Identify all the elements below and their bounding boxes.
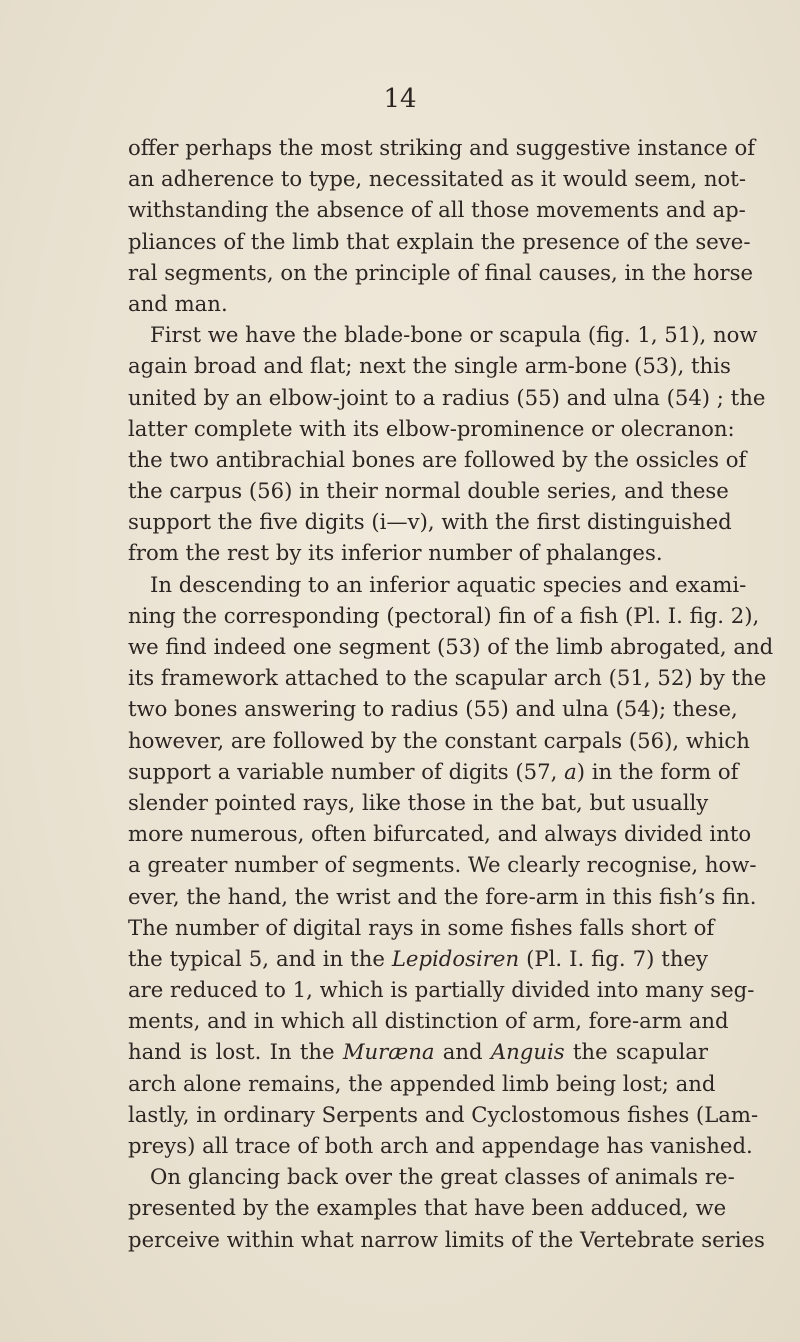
text-run: lastly, in ordinary Serpents and Cyclostomous fishes (Lam-	[128, 1101, 759, 1127]
text-run: (Pl. I. fig. 7) they	[519, 945, 708, 971]
text-line	[128, 756, 739, 787]
text-line	[128, 631, 774, 662]
text-line	[128, 1099, 759, 1130]
text-run: The number of digital rays in some fishes falls short of	[128, 914, 715, 940]
text-run: perceive within what narrow limits of the Vertebrate series	[128, 1226, 765, 1252]
text-run: united by an elbow-joint to a radius (55) and ulna (54) ; the	[128, 384, 766, 410]
text-line	[128, 132, 756, 163]
text-run: ral segments, on the principle of final causes, in the horse	[128, 259, 754, 285]
body-text	[128, 132, 774, 1255]
text-run: arch alone remains, the appended limb being lost; and	[128, 1070, 716, 1096]
text-line	[128, 194, 746, 225]
text-run: from the rest by its inferior number of phalanges.	[128, 540, 663, 566]
text-line	[128, 569, 747, 600]
text-run: the two antibrachial bones are followed by the ossicles of	[128, 446, 747, 472]
text-line	[128, 350, 731, 381]
text-run: offer perhaps the most striking and suggestive instance of	[128, 135, 756, 160]
text-run: First we have the blade-bone or scapula (fig. 1, 51), now	[150, 322, 758, 348]
text-run: support the five digits (i—v), with the first distinguished	[128, 509, 732, 535]
text-line	[128, 1068, 716, 1099]
text-line	[128, 943, 708, 974]
text-run: latter complete with its elbow-prominence or olecranon:	[128, 415, 735, 441]
text-run: hand is lost. In the	[128, 1039, 343, 1065]
text-run: two bones answering to radius (55) and ulna (54); these,	[128, 696, 738, 722]
text-run: In descending to an inferior aquatic species and exami-	[150, 571, 747, 597]
text-run: slender pointed rays, like those in the bat, but usually	[128, 789, 709, 815]
text-run: again broad and flat; next the single arm-bone (53), this	[128, 353, 731, 379]
text-line	[128, 163, 746, 194]
text-run: and	[434, 1039, 491, 1065]
text-line	[128, 257, 754, 288]
text-run: ments, and in which all distinction of arm, fore-arm and	[128, 1008, 729, 1034]
text-run: however, are followed by the constant carpals (56), which	[128, 727, 750, 753]
italic-text: Lepidosiren	[391, 945, 520, 971]
page-number: 14	[383, 84, 417, 114]
text-run: we find indeed one segment (53) of the limb abrogated, and	[128, 634, 774, 659]
text-run: ning the corresponding (pectoral) fin of a fish (Pl. I. fig. 2),	[128, 602, 760, 628]
text-run: pliances of the limb that explain the presence of the seve-	[128, 228, 751, 254]
text-line	[128, 413, 735, 444]
text-line	[128, 912, 715, 943]
text-line	[128, 974, 755, 1005]
text-line	[128, 600, 760, 631]
italic-text: Anguis	[490, 1039, 565, 1065]
text-line	[128, 881, 757, 912]
text-run: its framework attached to the scapular arch (51, 52) by the	[128, 665, 767, 691]
text-line	[128, 475, 729, 506]
text-line	[128, 725, 750, 756]
text-line	[128, 693, 738, 724]
text-line	[128, 506, 732, 537]
text-run: On glancing back over the great classes of animals re-	[150, 1164, 735, 1190]
text-line	[128, 288, 708, 319]
text-run: the carpus (56) in their normal double series, and these	[128, 478, 729, 504]
text-line	[128, 1224, 765, 1255]
text-line	[128, 382, 766, 413]
text-line	[128, 319, 758, 350]
text-run: more numerous, often bifurcated, and always divided into	[128, 821, 752, 847]
text-line	[128, 787, 708, 818]
text-run: preys) all trace of both arch and appendage has vanished.	[128, 1133, 753, 1158]
text-line	[128, 1130, 753, 1161]
text-line	[128, 537, 708, 568]
text-run: an adherence to type, necessitated as it would seem, not-	[128, 166, 746, 192]
text-line	[128, 1005, 729, 1036]
text-line	[128, 444, 747, 475]
text-line	[128, 226, 751, 257]
text-line	[128, 1161, 735, 1192]
text-run: withstanding the absence of all those movements and ap-	[128, 197, 746, 223]
italic-text: a	[564, 758, 577, 784]
text-line	[128, 849, 757, 880]
text-line	[128, 1036, 708, 1067]
text-line	[128, 1192, 727, 1223]
text-run: support a variable number of digits (57,	[128, 758, 565, 784]
text-run: presented by the examples that have been adduced, we	[128, 1195, 727, 1221]
text-line	[128, 662, 767, 693]
text-run: the scapular	[564, 1039, 708, 1065]
text-run: and man.	[128, 290, 228, 316]
text-run: the typical 5, and in the	[128, 945, 392, 971]
text-run: are reduced to 1, which is partially divided into many seg-	[128, 977, 755, 1003]
text-run: ever, the hand, the wrist and the fore-arm in this fish’s fin.	[128, 883, 757, 909]
text-line	[128, 818, 752, 849]
text-run: ) in the form of	[576, 758, 739, 784]
italic-text: Muræna	[342, 1039, 435, 1065]
text-run: a greater number of segments. We clearly recognise, how-	[128, 852, 757, 878]
